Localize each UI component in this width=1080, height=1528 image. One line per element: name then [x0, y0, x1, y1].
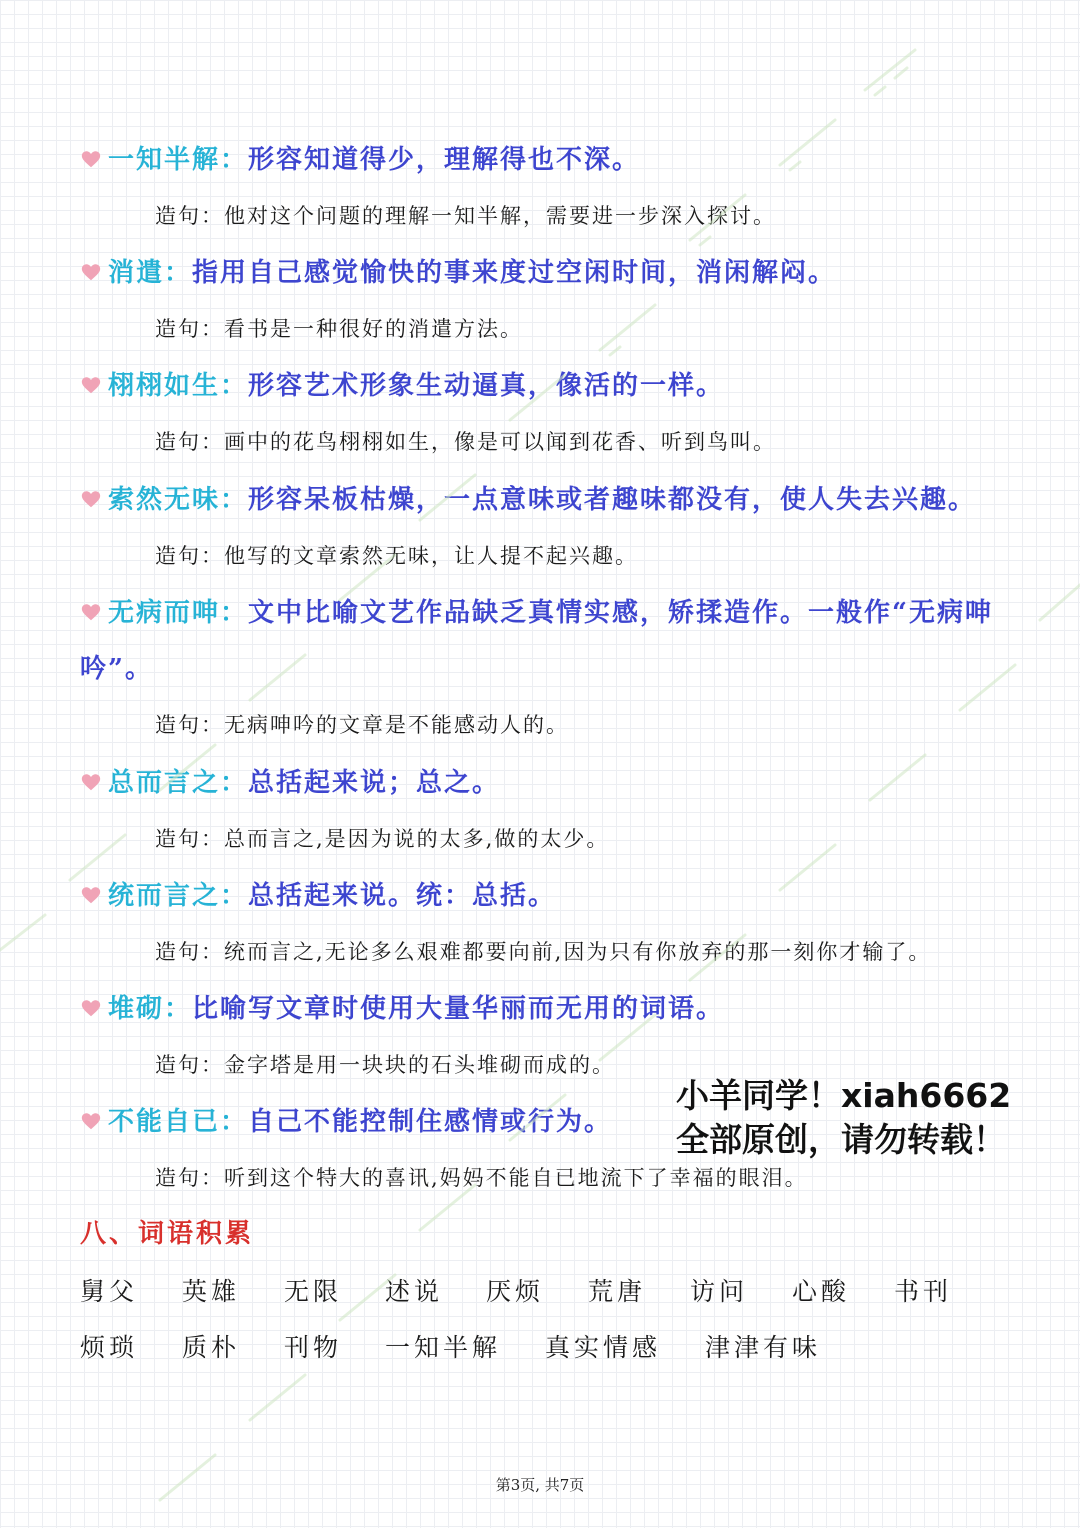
heart-icon — [80, 488, 102, 510]
entry-definition: 自己不能控制住感情或行为。 — [248, 1107, 613, 1137]
entry-heading — [80, 981, 1010, 1037]
vocab-word: 英雄 — [182, 1277, 241, 1306]
entry-example: 造句：画中的花鸟栩栩如生，像是可以闻到花香、听到鸟叫。 — [155, 430, 776, 454]
entry-term: 无病而呻： — [108, 598, 249, 628]
entry-term: 不能自已： — [108, 1107, 249, 1137]
vocab-word: 访问 — [690, 1277, 749, 1306]
entry-definition: 形容艺术形象生动逼真，像活的一样。 — [248, 371, 725, 401]
entry-heading — [80, 585, 1010, 697]
entry-heading — [80, 1094, 660, 1150]
entry-definition: 总括起来说；总之。 — [248, 768, 501, 798]
vocab-word: 烦琐 — [80, 1333, 139, 1362]
heart-icon — [80, 261, 102, 283]
entry-definition: 文中比喻文艺作品缺乏真情实感，矫揉造作。一般作“无病呻吟”。 — [80, 598, 993, 684]
entry-example: 造句：总而言之,是因为说的太多,做的太少。 — [155, 827, 610, 851]
heart-icon — [80, 374, 102, 396]
entry-definition: 指用自己感觉愉快的事来度过空闲时间，消闲解闷。 — [192, 258, 837, 288]
entry-term: 消遣： — [108, 258, 193, 288]
entry-example: 造句：金字塔是用一块块的石头堆砌而成的。 — [155, 1053, 615, 1077]
entry-heading — [80, 755, 1010, 811]
entry-heading — [80, 472, 1010, 528]
entry-definition: 形容呆板枯燥，一点意味或者趣味都没有，使人失去兴趣。 — [248, 485, 977, 515]
entry-term: 堆砌： — [108, 994, 193, 1024]
entry-definition: 总括起来说。统：总括。 — [248, 881, 557, 911]
entry-definition: 比喻写文章时使用大量华丽而无用的词语。 — [192, 994, 725, 1024]
page-footer: 第3页, 共7页 — [495, 1476, 585, 1494]
entry-heading — [80, 358, 1010, 414]
heart-icon — [80, 997, 102, 1019]
entry-example: 造句：听到这个特大的喜讯,妈妈不能自已地流下了幸福的眼泪。 — [155, 1166, 808, 1190]
entry-example: 造句：看书是一种很好的消遣方法。 — [155, 317, 523, 341]
vocab-word: 厌烦 — [486, 1277, 545, 1306]
vocab-word: 刊物 — [284, 1333, 343, 1362]
copyright-notice — [676, 1074, 1011, 1162]
vocab-word: 真实情感 — [545, 1333, 662, 1362]
entry-example: 造句：他写的文章索然无味，让人提不起兴趣。 — [155, 544, 638, 568]
notice-line-1: 小羊同学！xiah6662 — [676, 1076, 1012, 1115]
entry-term: 索然无味： — [108, 485, 249, 515]
vocab-word: 荒唐 — [588, 1277, 647, 1306]
vocab-word: 舅父 — [80, 1277, 139, 1306]
entry-heading — [80, 868, 1010, 924]
notice-line-2: 全部原创，请勿转载！ — [676, 1120, 1006, 1159]
entry-heading — [80, 132, 1010, 188]
entry-term: 栩栩如生： — [108, 371, 249, 401]
entry-heading — [80, 245, 1010, 301]
entry-example: 造句：他对这个问题的理解一知半解，需要进一步深入探讨。 — [155, 204, 776, 228]
heart-icon — [80, 601, 102, 623]
vocab-word: 无限 — [284, 1277, 343, 1306]
vocab-word: 书刊 — [894, 1277, 953, 1306]
vocab-word: 质朴 — [182, 1333, 241, 1362]
vocab-word: 津津有味 — [705, 1333, 822, 1362]
entry-example: 造句：无病呻吟的文章是不能感动人的。 — [155, 713, 569, 737]
vocab-word: 心酸 — [792, 1277, 851, 1306]
entry-example: 造句：统而言之,无论多么艰难都要向前,因为只有你放弃的那一刻你才输了。 — [155, 940, 932, 964]
section-title: 八、词语积累 — [80, 1219, 255, 1249]
heart-icon — [80, 771, 102, 793]
entry-definition: 形容知道得少，理解得也不深。 — [248, 145, 641, 175]
heart-icon — [80, 148, 102, 170]
entry-term: 统而言之： — [108, 881, 249, 911]
heart-icon — [80, 1110, 102, 1132]
heart-icon — [80, 884, 102, 906]
entry-term: 总而言之： — [108, 768, 249, 798]
vocab-word: 一知半解 — [385, 1333, 502, 1362]
vocab-word: 述说 — [385, 1277, 444, 1306]
entry-term: 一知半解： — [108, 145, 249, 175]
